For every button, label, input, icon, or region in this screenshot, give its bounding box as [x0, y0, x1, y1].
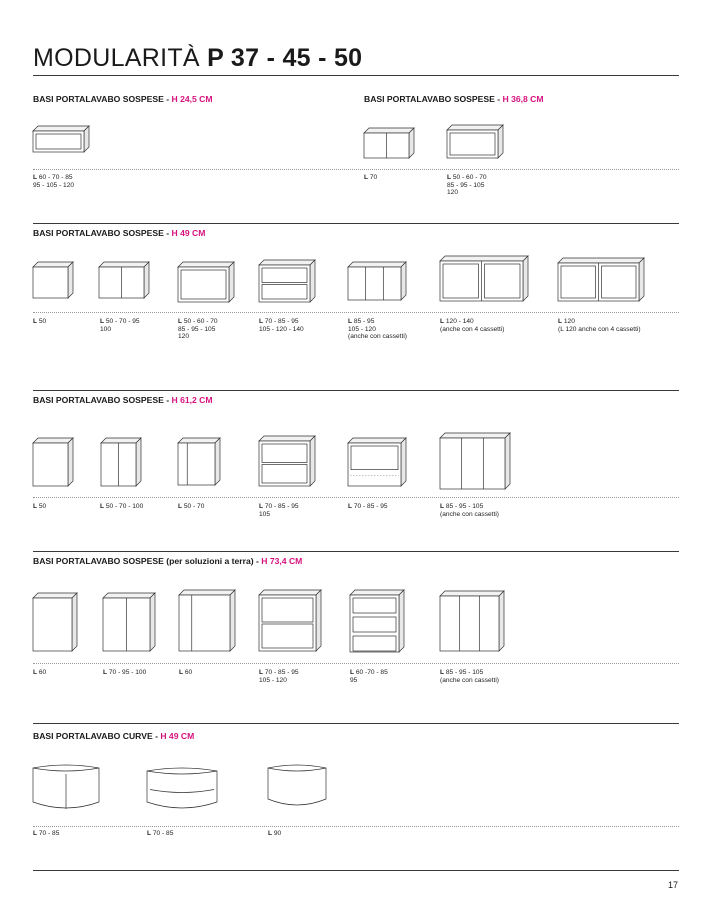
- section-rule: [33, 723, 679, 724]
- dimension-label: L 70 - 85: [33, 830, 60, 837]
- cabinet-drawer-icon: [33, 125, 89, 153]
- dimension-label: L 60 - 70 - 85 95 - 105 - 120: [33, 174, 75, 189]
- dimension-label: L 50: [33, 318, 47, 325]
- dimension-label: L 60: [179, 669, 193, 676]
- curved-cabinet-door-icon: [268, 762, 326, 806]
- cabinet-three-doors-icon: [348, 261, 406, 301]
- dimension-label: L 70 - 85 - 95 105: [259, 503, 299, 518]
- dimension-label: L 120 - 140 (anche con 4 cassetti): [440, 318, 505, 333]
- cabinet-double-drawer-icon: [558, 257, 644, 302]
- cabinet-one-door-icon: [33, 437, 73, 487]
- cabinet-one-door-icon: [33, 592, 77, 652]
- dimension-label: L 50 - 60 - 70 85 - 95 - 105 120: [447, 174, 487, 197]
- page-title: MODULARITÀ P 37 - 45 - 50: [33, 44, 363, 72]
- cabinet-side-door-icon: [178, 437, 220, 486]
- footer-rule: [33, 870, 679, 871]
- cabinet-three-drawers-icon: [350, 589, 404, 653]
- dimension-label: L 70 - 85 - 95 105 - 120 - 140: [259, 318, 304, 333]
- dimension-label: L 70: [364, 174, 378, 181]
- dimension-label: L 50 - 70 - 95 100: [100, 318, 140, 333]
- cabinet-three-doors-icon: [440, 590, 504, 652]
- dimension-label: L 50 - 70: [178, 503, 205, 510]
- cabinet-side-door-icon: [179, 589, 235, 652]
- dimension-label: L 85 - 95 - 105 (anche con cassetti): [440, 503, 500, 518]
- cabinet-two-doors-icon: [103, 592, 155, 652]
- cabinet-one-door-icon: [33, 261, 73, 299]
- dimension-label: L 70 - 85 - 95: [348, 503, 388, 510]
- cabinet-double-drawer-icon: [440, 255, 528, 302]
- dotted-divider: [33, 497, 679, 498]
- dimension-label: L 70 - 85: [147, 830, 174, 837]
- dimension-label: L 50 - 60 - 70 85 - 95 - 105 120: [178, 318, 218, 341]
- section-header: BASI PORTALAVABO CURVE - H 49 CM: [33, 731, 195, 741]
- section-rule: [33, 551, 679, 552]
- section-header: BASI PORTALAVABO SOSPESE - H 49 CM: [33, 228, 206, 238]
- dotted-divider: [33, 169, 679, 170]
- cabinet-three-doors-icon: [440, 432, 510, 490]
- dimension-label: L 50 - 70 - 100: [100, 503, 144, 510]
- dimension-label: L 70 - 85 - 95 105 - 120: [259, 669, 299, 684]
- dimension-label: L 60 -70 - 85 95: [350, 669, 388, 684]
- title-rule: [33, 75, 679, 76]
- cabinet-two-doors-icon: [101, 437, 141, 487]
- cabinet-two-doors-icon: [99, 261, 149, 299]
- section-header: BASI PORTALAVABO SOSPESE (per soluzioni a terra) - H 73,4 CM: [33, 556, 303, 566]
- dotted-divider: [33, 663, 679, 664]
- curved-cabinet-doors-icon: [33, 762, 99, 809]
- dimension-label: L 85 - 95 - 105 (anche con cassetti): [440, 669, 500, 684]
- cabinet-drawer-icon: [178, 261, 234, 303]
- dotted-divider: [33, 312, 679, 313]
- section-header: BASI PORTALAVABO SOSPESE - H 61,2 CM: [33, 395, 213, 405]
- dotted-divider: [33, 826, 679, 827]
- cabinet-two-drawers-icon: [259, 259, 315, 303]
- cabinet-two-drawers-icon: [259, 589, 321, 652]
- cabinet-open-shelf-icon: [348, 437, 406, 487]
- section-rule: [33, 390, 679, 391]
- cabinet-two-drawers-icon: [259, 435, 315, 487]
- dimension-label: L 90: [268, 830, 282, 837]
- curved-cabinet-drawers-icon: [147, 765, 217, 809]
- section-header: BASI PORTALAVABO SOSPESE - H 24,5 CM: [33, 94, 213, 104]
- page-number: 17: [667, 880, 678, 890]
- dimension-label: L 60: [33, 669, 47, 676]
- cabinet-drawer-icon: [447, 124, 503, 159]
- section-rule: [33, 223, 679, 224]
- dimension-label: L 120 (L 120 anche con 4 cassetti): [558, 318, 641, 333]
- dimension-label: L 70 - 95 - 100: [103, 669, 147, 676]
- dimension-label: L 50: [33, 503, 47, 510]
- section-header: BASI PORTALAVABO SOSPESE - H 36,8 CM: [364, 94, 544, 104]
- dimension-label: L 85 - 95 105 - 120 (anche con cassetti): [348, 318, 408, 341]
- cabinet-two-doors-icon: [364, 127, 414, 159]
